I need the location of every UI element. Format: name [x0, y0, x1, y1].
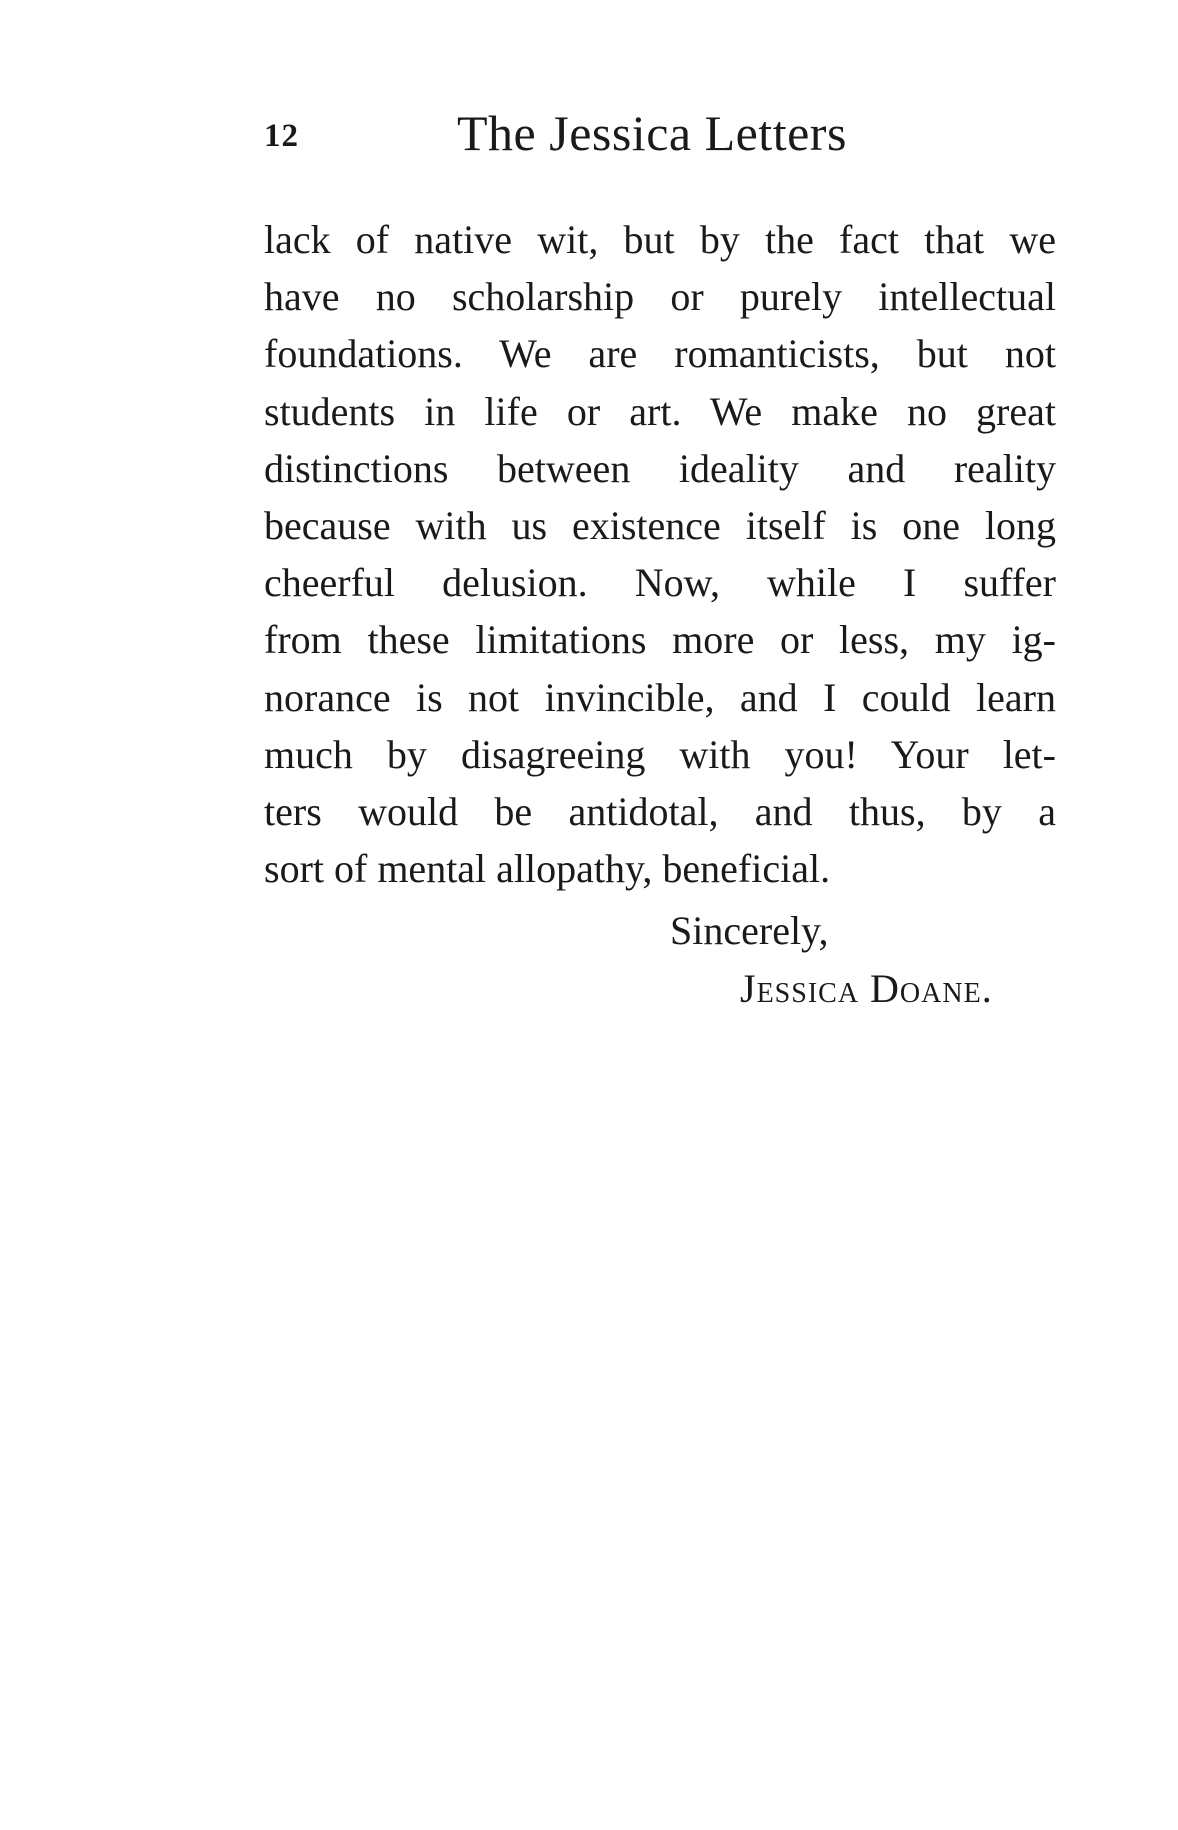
text-line: have no scholarship or purely intellectual	[264, 274, 1056, 320]
valediction: Sincerely,	[670, 908, 829, 953]
running-title: The Jessica Letters	[457, 105, 847, 161]
text-line: from these limitations more or less, my ig-	[264, 617, 1056, 663]
text-line: students in life or art. We make no great	[264, 388, 1056, 434]
text-line: norance is not invincible, and I could learn	[264, 674, 1056, 720]
text-line: distinctions between ideality and reality	[264, 445, 1056, 491]
text-line: because with us existence itself is one long	[264, 502, 1056, 548]
signature: Jessica Doane.	[740, 966, 993, 1011]
running-head	[264, 104, 1064, 164]
text-line-last: sort of mental allopathy, beneficial.	[264, 846, 831, 892]
text-line: cheerful delusion. Now, while I suffer	[264, 560, 1056, 606]
text-line: much by disagreeing with you! Your let-	[264, 731, 1056, 777]
letter-body	[264, 211, 1056, 897]
text-line: foundations. We are romanticists, but not	[264, 331, 1056, 377]
text-line: lack of native wit, but by the fact that we	[264, 217, 1056, 262]
text-line: ters would be antidotal, and thus, by a	[264, 788, 1056, 834]
page-number: 12	[264, 118, 299, 154]
